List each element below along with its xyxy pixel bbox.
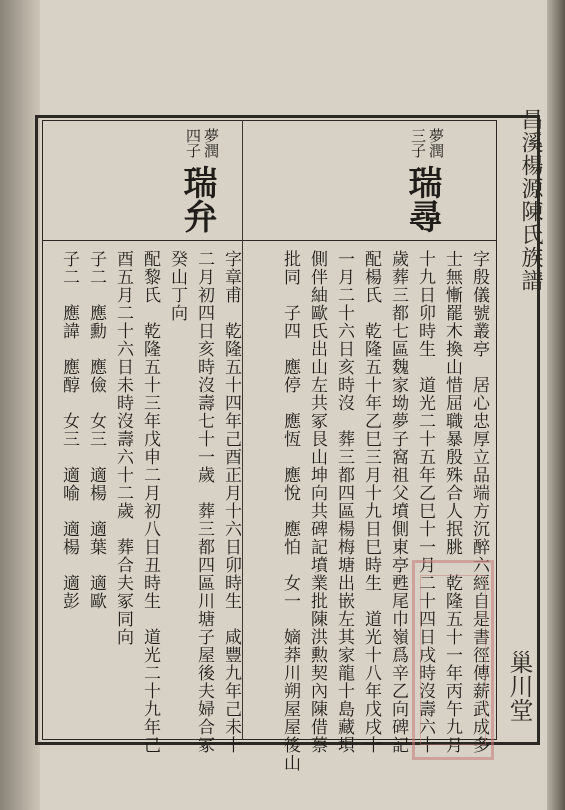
- volume-label: 巢川堂: [505, 650, 533, 722]
- text-column: 側伴紬歐氏出山左共冢艮山坤向共碑記墳業批陳洪勲契內陳借蔡: [307, 250, 327, 754]
- collector-seal-inner: [420, 575, 486, 745]
- header-left-name: 瑞弁: [177, 165, 217, 233]
- text-column: 子二 應諱 應醇 女三 適喻 適楊 適彭: [59, 250, 79, 610]
- text-column: 癸山丁向: [167, 250, 187, 322]
- text-column: 二月初四日亥時沒壽七十一歲 葬三都四區川塘子屋後夫婦合冢: [194, 250, 214, 754]
- text-column: 子二 應勳 應儉 女三 適楊 適葉 適歐: [86, 250, 106, 610]
- text-column: 一月二十六日亥時沒 葬三都四區楊梅塘出嵌左其家龍十島藏垻: [334, 250, 354, 754]
- section-divider: [242, 120, 243, 740]
- page-edge-shadow: [547, 0, 565, 810]
- text-column: 歲葬三都七區魏家坳夢子窩祖父墳側東亭甦尾巾嶺爲辛乙向碑記: [388, 250, 408, 754]
- header-right-name: 瑞尋: [402, 165, 442, 233]
- header-right-father: 夢潤: [427, 128, 445, 158]
- book-title: 昌溪楊源陳氏族譜: [518, 108, 543, 292]
- text-column: 批同 子四 應停 應恆 應悅 應怕 女一 嫡莽川朔屋屋後山: [280, 250, 300, 772]
- text-column: 配楊氏 乾隆五十年乙巳三月十九日巳時生 道光十八年戊戌十: [361, 250, 381, 754]
- text-column: 字殷儀號叢亭 居心忠厚立品端方沉醉六經自是書徑傳薪武成多: [469, 250, 489, 754]
- header-left-father: 夢潤: [202, 128, 220, 158]
- text-column: 十九日卯時生 道光二十五年乙巳十一月二十四日戌時沒壽六十: [415, 250, 435, 754]
- text-column: 士無慚罷木換山惜屈職暴殷殊合人抿脁 乾隆五十一年丙午九月: [442, 250, 462, 754]
- header-left-generation: 四子: [184, 128, 202, 158]
- text-column: 酉五月二十六日未時沒壽六十二歲 葬合夫冢同向: [113, 250, 133, 646]
- book-spine-shadow: [0, 0, 40, 810]
- header-right-generation: 三子: [409, 128, 427, 158]
- text-column: 字章甫 乾隆五十四年己酉正月十六日卯時生 咸豐九年己未十: [221, 250, 241, 754]
- text-column: 配黎氏 乾隆五十三年戊申二月初八日丑時生 道光二十九年己: [140, 250, 160, 754]
